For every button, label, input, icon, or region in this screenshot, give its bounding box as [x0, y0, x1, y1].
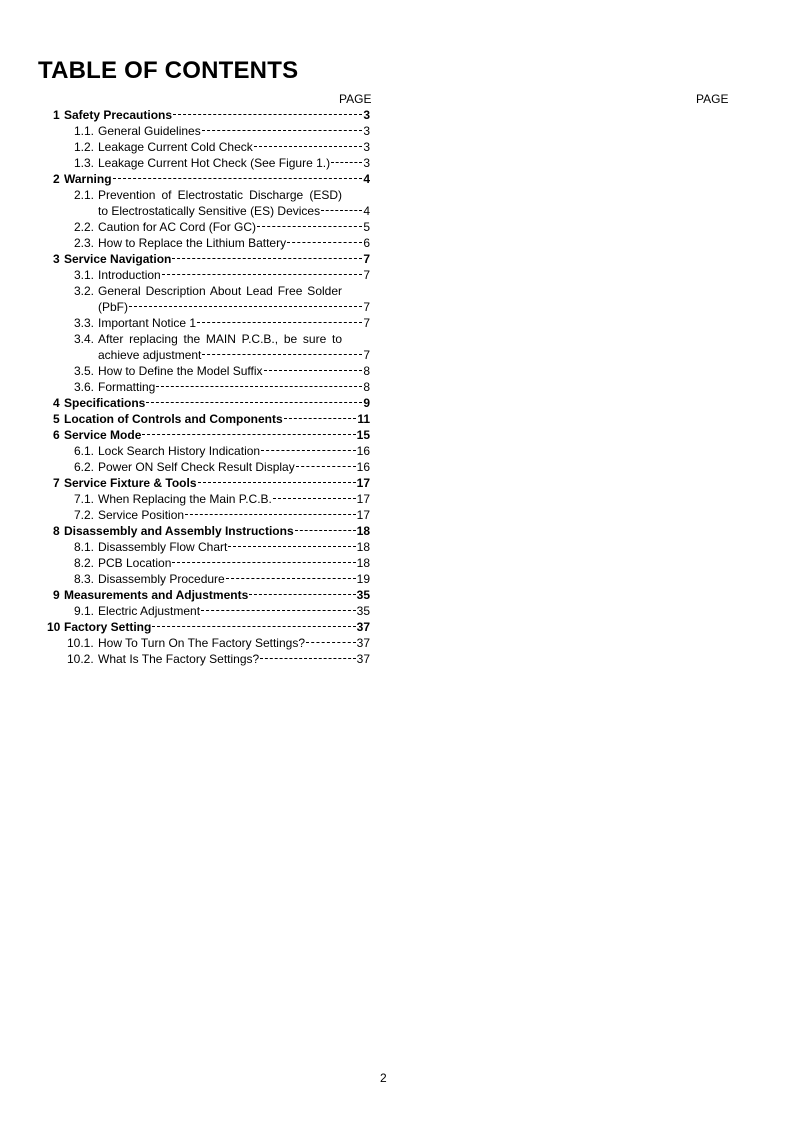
toc-entry[interactable]	[98, 219, 370, 235]
dot-leader	[257, 225, 362, 227]
dot-leader	[197, 321, 362, 323]
toc-entry-label: Specifications	[64, 396, 146, 410]
dot-leader	[156, 385, 362, 387]
dot-leader	[173, 113, 362, 115]
toc-entry-label: When Replacing the Main P.C.B.	[98, 492, 272, 506]
toc-entry-page: 16	[356, 444, 370, 458]
page-title: TABLE OF CONTENTS	[38, 57, 299, 84]
toc-entry-label: Measurements and Adjustments	[64, 588, 249, 602]
toc-entry-page: 17	[356, 476, 370, 490]
toc-entry-number: 7.2.	[74, 508, 95, 522]
toc-entry-page: 9	[363, 396, 370, 410]
toc-entry[interactable]	[98, 507, 370, 523]
toc-entry-page: 3	[363, 124, 370, 138]
toc-entry[interactable]	[98, 315, 370, 331]
toc-entry[interactable]	[98, 635, 370, 651]
toc-entry-number: 10	[47, 620, 61, 634]
toc-entry-number: 9.1.	[74, 604, 95, 618]
toc-entry-page: 18	[356, 540, 370, 554]
toc-entry[interactable]	[98, 123, 370, 139]
toc-entry[interactable]	[98, 571, 370, 587]
dot-leader	[287, 241, 362, 243]
toc-entry[interactable]	[98, 539, 370, 555]
toc-entry-page: 37	[356, 636, 370, 650]
toc-entry-label: Formatting	[98, 380, 156, 394]
toc-entry-label: Disassembly and Assembly Instructions	[64, 524, 294, 538]
toc-entry-page: 6	[363, 236, 370, 250]
toc-entry-number: 6.1.	[74, 444, 95, 458]
toc-entry-number: 2.1.	[74, 188, 95, 202]
dot-leader	[295, 529, 356, 531]
toc-entry-label: Service Mode	[64, 428, 142, 442]
toc-entry[interactable]	[64, 251, 370, 267]
dot-leader	[260, 657, 355, 659]
dot-leader	[162, 273, 363, 275]
toc-entry-label: Important Notice 1	[98, 316, 197, 330]
toc-entry-number: 3.4.	[74, 332, 95, 346]
dot-leader	[296, 465, 356, 467]
toc-entry-number: 3.6.	[74, 380, 95, 394]
toc-entry-number: 6	[53, 428, 60, 442]
toc-entry-page: 16	[356, 460, 370, 474]
toc-entry-number: 10.1.	[67, 636, 94, 650]
dot-leader	[142, 433, 355, 435]
toc-entry[interactable]	[98, 603, 370, 619]
dot-leader	[146, 401, 362, 403]
toc-entry-page: 35	[356, 604, 370, 618]
toc-entry-page: 5	[363, 220, 370, 234]
toc-entry[interactable]	[98, 203, 370, 219]
toc-entry-page: 7	[363, 348, 370, 362]
toc-entry-label: Service Position	[98, 508, 185, 522]
toc-entry-label: How to Replace the Lithium Battery	[98, 236, 287, 250]
toc-entry[interactable]	[64, 107, 370, 123]
dot-leader	[264, 369, 363, 371]
toc-entry[interactable]	[64, 395, 370, 411]
toc-entry-label: What Is The Factory Settings?	[98, 652, 260, 666]
toc-entry-label: achieve adjustment	[98, 348, 202, 362]
toc-entry-number: 8	[53, 524, 60, 538]
toc-entry-page: 4	[363, 172, 370, 186]
dot-leader	[306, 641, 356, 643]
dot-leader	[273, 497, 356, 499]
toc-entry[interactable]	[98, 555, 370, 571]
toc-entry-number: 2	[53, 172, 60, 186]
dot-leader	[261, 449, 356, 451]
dot-leader	[284, 417, 357, 419]
toc-entry-label: Service Fixture & Tools	[64, 476, 197, 490]
toc-entry-number: 9	[53, 588, 60, 602]
toc-entry-label: Caution for AC Cord (For GC)	[98, 220, 257, 234]
toc-entry-label: General Guidelines	[98, 124, 201, 138]
dot-leader	[228, 545, 355, 547]
toc-entry-label: Location of Controls and Components	[64, 412, 283, 426]
dot-leader	[172, 561, 355, 563]
toc-entry-number: 3.3.	[74, 316, 95, 330]
toc-entry[interactable]	[64, 171, 370, 187]
toc-entry[interactable]	[64, 587, 370, 603]
toc-entry-page: 7	[363, 316, 370, 330]
toc-entry-page: 15	[356, 428, 370, 442]
toc-entry-page: 7	[363, 300, 370, 314]
toc-entry-number: 6.2.	[74, 460, 95, 474]
toc-entry-label: Warning	[64, 172, 112, 186]
toc-entry-page: 3	[363, 156, 370, 170]
dot-leader	[249, 593, 355, 595]
dot-leader	[226, 577, 356, 579]
toc-entry-page: 18	[356, 524, 370, 538]
toc-entry-label: Factory Setting	[64, 620, 152, 634]
toc-entry-number: 1.3.	[74, 156, 95, 170]
toc-entry-page: 37	[356, 620, 370, 634]
dot-leader	[129, 305, 362, 307]
toc-entry-label: Power ON Self Check Result Display	[98, 460, 295, 474]
toc-entry-number: 4	[53, 396, 60, 410]
toc-entry-number: 10.2.	[67, 652, 94, 666]
toc-entry-label: How To Turn On The Factory Settings?	[98, 636, 305, 650]
toc-entry-page: 11	[357, 412, 370, 426]
toc-entry[interactable]	[64, 523, 370, 539]
dot-leader	[198, 481, 356, 483]
toc-entry[interactable]	[98, 347, 370, 363]
toc-entry-label: (PbF)	[98, 300, 128, 314]
toc-entry-label[interactable]: After replacing the MAIN P.C.B., be sure to	[98, 332, 342, 346]
toc-entry[interactable]	[98, 299, 370, 315]
toc-entry-number: 1	[53, 108, 60, 122]
toc-entry[interactable]	[64, 619, 370, 635]
dot-leader	[201, 609, 356, 611]
page-column-heading-right: PAGE	[696, 92, 729, 106]
toc-entry-page: 8	[363, 364, 370, 378]
toc-entry-label: Disassembly Procedure	[98, 572, 225, 586]
toc-entry-page: 3	[363, 108, 370, 122]
toc-entry[interactable]	[98, 139, 370, 155]
toc-entry-label: Leakage Current Cold Check	[98, 140, 253, 154]
toc-entry-page: 37	[356, 652, 370, 666]
toc-entry-number: 8.1.	[74, 540, 95, 554]
dot-leader	[254, 145, 363, 147]
toc-entry-page: 18	[356, 556, 370, 570]
toc-entry-number: 3.2.	[74, 284, 95, 298]
toc-entry[interactable]	[98, 459, 370, 475]
toc-entry-number: 3	[53, 252, 60, 266]
toc-entry-page: 4	[363, 204, 370, 218]
toc-entry-page: 7	[363, 252, 370, 266]
toc-entry-label[interactable]: Prevention of Electrostatic Discharge (ESD)	[98, 188, 342, 202]
dot-leader	[152, 625, 355, 627]
toc-entry-number: 2.3.	[74, 236, 95, 250]
toc-entry[interactable]	[98, 379, 370, 395]
toc-entry-label: Electric Adjustment	[98, 604, 201, 618]
toc-entry-number: 5	[53, 412, 60, 426]
toc-entry[interactable]	[98, 651, 370, 667]
toc-entry-label[interactable]: General Description About Lead Free Solder	[98, 284, 342, 298]
toc-entry-number: 7	[53, 476, 60, 490]
toc-entry-page: 17	[356, 508, 370, 522]
toc-entry-page: 17	[356, 492, 370, 506]
toc-entry-number: 8.2.	[74, 556, 95, 570]
dot-leader	[113, 177, 363, 179]
toc-entry-number: 3.1.	[74, 268, 95, 282]
toc-entry-label: Service Navigation	[64, 252, 172, 266]
toc-entry-number: 7.1.	[74, 492, 95, 506]
toc-entry-label: Safety Precautions	[64, 108, 173, 122]
toc-entry[interactable]	[64, 427, 370, 443]
toc-entry-page: 3	[363, 140, 370, 154]
toc-entry-page: 35	[356, 588, 370, 602]
page-number: 2	[380, 1071, 387, 1085]
dot-leader	[202, 129, 363, 131]
toc-entry-number: 3.5.	[74, 364, 95, 378]
dot-leader	[185, 513, 356, 515]
toc-entry[interactable]	[98, 267, 370, 283]
toc-entry-number: 1.1.	[74, 124, 95, 138]
toc-entry[interactable]	[98, 235, 370, 251]
toc-entry-page: 7	[363, 268, 370, 282]
dot-leader	[331, 161, 362, 163]
toc-entry[interactable]	[64, 475, 370, 491]
toc-entry[interactable]	[98, 363, 370, 379]
toc-entry-label: Leakage Current Hot Check (See Figure 1.)	[98, 156, 331, 170]
toc-entry-number: 2.2.	[74, 220, 95, 234]
toc-entry[interactable]	[98, 491, 370, 507]
toc-entry[interactable]	[98, 443, 370, 459]
dot-leader	[202, 353, 362, 355]
page-column-heading-left: PAGE	[339, 92, 372, 106]
toc-entry-label: PCB Location	[98, 556, 172, 570]
dot-leader	[172, 257, 362, 259]
toc-entry[interactable]	[64, 411, 370, 427]
toc-entry-page: 8	[363, 380, 370, 394]
toc-entry-label: Introduction	[98, 268, 161, 282]
toc-entry-label: How to Define the Model Suffix	[98, 364, 263, 378]
toc-entry[interactable]	[98, 155, 370, 171]
toc-entry-page: 19	[356, 572, 370, 586]
dot-leader	[321, 209, 362, 211]
toc-entry-number: 1.2.	[74, 140, 95, 154]
toc-entry-label: Lock Search History Indication	[98, 444, 261, 458]
toc-entry-label: Disassembly Flow Chart	[98, 540, 228, 554]
toc-entry-label: to Electrostatically Sensitive (ES) Devices	[98, 204, 321, 218]
toc-entry-number: 8.3.	[74, 572, 95, 586]
